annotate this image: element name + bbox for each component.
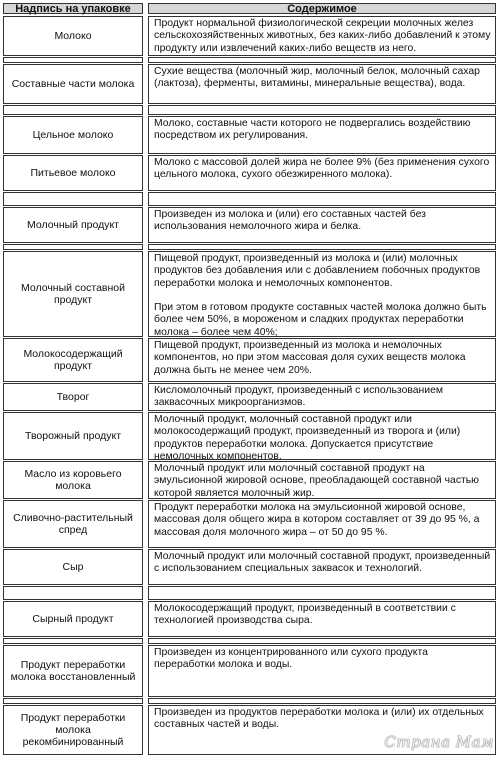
row-content-cell: Молокосодержащий продукт, произведенный в соответствии с технологией производства сыра.: [148, 601, 496, 637]
header-label-column: Надпись на упаковке: [3, 3, 143, 14]
row-content-cell: Произведен из продуктов переработки молока и (или) их отдельных составных частей и воды.: [148, 705, 496, 755]
spacer-row: [3, 244, 496, 250]
row-label-cell: Сыр: [3, 549, 143, 585]
row-label-cell: Сырный продукт: [3, 601, 143, 637]
row-label-cell: Творог: [3, 383, 143, 411]
table-row: [3, 645, 496, 697]
table-row: [3, 383, 496, 411]
spacer-row: [3, 638, 496, 644]
row-label-cell: Продукт переработки молока восстановленный: [3, 645, 143, 697]
table-row: [3, 461, 496, 499]
row-content-cell: Кисломолочный продукт, произведенный с использованием заквасочных микроорганизмов.: [148, 383, 496, 411]
row-content-cell: Молочный продукт, молочный составной продукт или молокосодержащий продукт, произведенный из творога и (или) продуктов переработки молока. Допускается присутствие немолочных компонентов.: [148, 412, 496, 460]
row-content-cell: [148, 192, 496, 206]
watermark-logo: Страна Мам: [384, 733, 494, 751]
table-row: [3, 207, 496, 243]
row-label-cell: Молочный составной продукт: [3, 251, 143, 337]
table-row: [3, 16, 496, 56]
row-label-cell: [3, 192, 143, 206]
table-row: [3, 412, 496, 460]
row-label-cell: [3, 698, 143, 704]
row-content-cell: [148, 586, 496, 600]
row-content-cell: Продукт нормальной физиологической секреции молочных желез сельскохозяйственных животных, без каких-либо добавлений к этому продукту или извлечений каких-либо веществ из него.: [148, 16, 496, 56]
row-label-cell: Составные части молока: [3, 64, 143, 104]
table-row: [3, 251, 496, 337]
row-content-cell: [148, 698, 496, 704]
row-label-cell: [3, 57, 143, 63]
spacer-row: [3, 57, 496, 63]
spacer-row: [3, 192, 496, 206]
row-content-cell: Произведен из концентрированного или сухого продукта переработки молока и воды.: [148, 645, 496, 697]
row-content-cell: Пищевой продукт, произведенный из молока и немолочных компонентов, но при этом массовая доля сухих веществ молока должна быть не менее чем 20%.: [148, 338, 496, 382]
table-row: [3, 155, 496, 191]
header-content-column: Содержимое: [148, 3, 496, 14]
table-row: [3, 500, 496, 548]
row-content-cell: [148, 638, 496, 644]
table-row: [3, 549, 496, 585]
row-content-cell: [148, 244, 496, 250]
row-label-cell: Питьевое молоко: [3, 155, 143, 191]
row-label-cell: Молокосодержащий продукт: [3, 338, 143, 382]
table-row: [3, 64, 496, 104]
row-label-cell: Цельное молоко: [3, 116, 143, 154]
row-content-cell: Молоко, составные части которого не подвергались воздействию посредством их регулирования.: [148, 116, 496, 154]
table-row: [3, 338, 496, 382]
row-label-cell: [3, 586, 143, 600]
row-content-cell: [148, 57, 496, 63]
row-label-cell: Продукт переработки молока рекомбинированный: [3, 705, 143, 755]
row-content-cell: Сухие вещества (молочный жир, молочный белок, молочный сахар (лактоза), ферменты, витамины, минеральные вещества), вода.: [148, 64, 496, 104]
row-label-cell: Сливочно-растительный спред: [3, 500, 143, 548]
row-content-cell: Молочный продукт или молочный составной продукт на эмульсионной жировой основе, преобладающей составной частью которой является молочный жир.: [148, 461, 496, 499]
row-label-cell: [3, 244, 143, 250]
table-row: [3, 601, 496, 637]
row-label-cell: [3, 105, 143, 115]
row-label-cell: Молоко: [3, 16, 143, 56]
row-content-cell: [148, 105, 496, 115]
row-label-cell: Молочный продукт: [3, 207, 143, 243]
row-content-cell: Произведен из молока и (или) его составных частей без использования немолочного жира и белка.: [148, 207, 496, 243]
spacer-row: [3, 105, 496, 115]
table-header: [3, 3, 496, 14]
row-content-cell: Молоко с массовой долей жира не более 9% (без применения сухого цельного молока, сухого обезжиренного молока).: [148, 155, 496, 191]
spacer-row: [3, 698, 496, 704]
row-label-cell: Масло из коровьего молока: [3, 461, 143, 499]
row-content-cell: Пищевой продукт, произведенный из молока и (или) молочных продуктов без добавления или с добавлением побочных продуктов переработки молока и немолочных компонентов. При этом в готовом продукте составных частей молока должно быть более чем 50%, в мороженом и сладких продуктах переработки молока – более чем 40%;: [148, 251, 496, 337]
table-row: [3, 116, 496, 154]
row-content-cell: Молочный продукт или молочный составной продукт, произведенный с использованием специальных заквасок и технологий.: [148, 549, 496, 585]
row-label-cell: Творожный продукт: [3, 412, 143, 460]
row-content-cell: Продукт переработки молока на эмульсионной жировой основе, массовая доля общего жира в котором составляет от 39 до 95 %, а массовая доля молочного жира – от 50 до 95 %.: [148, 500, 496, 548]
row-label-cell: [3, 638, 143, 644]
spacer-row: [3, 586, 496, 600]
